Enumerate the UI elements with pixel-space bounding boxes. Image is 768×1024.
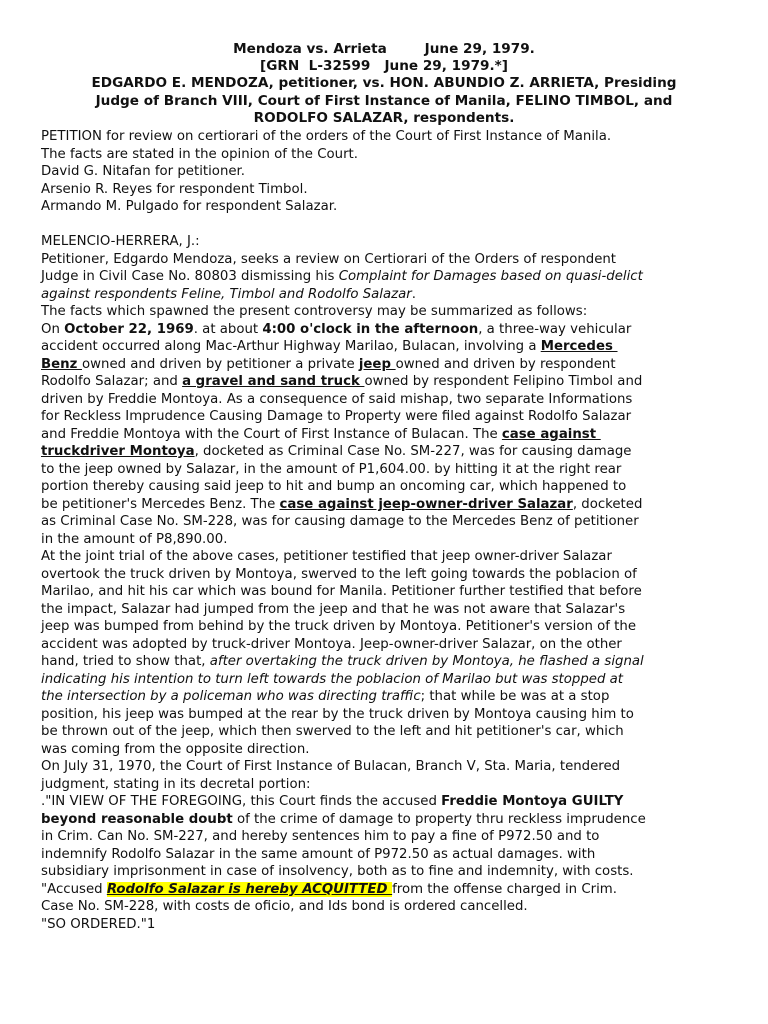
body-line: portion thereby causing said jeep to hit and bump an oncoming car, which happened to bbox=[41, 479, 627, 494]
intro-counsel-timbol: Arsenio R. Reyes for respondent Timbol. bbox=[41, 182, 308, 197]
body-line: Marilao, and hit his car which was bound for Manila. Petitioner further testified that before bbox=[41, 584, 642, 599]
text-run: "Accused bbox=[41, 882, 107, 897]
underlined-case: case against bbox=[501, 427, 601, 442]
parties-line-1: EDGARDO E. MENDOZA, petitioner, vs. HON. ABUNDIO Z. ARRIETA, Presiding bbox=[91, 75, 677, 91]
body-line: in Crim. Can No. SM-227, and hereby sentences him to pay a fine of P972.50 and to bbox=[41, 829, 600, 844]
text-run: owned by respondent Felipino Timbol and bbox=[364, 374, 643, 389]
body-line bbox=[41, 688, 609, 706]
text-run: ."IN VIEW OF THE FOREGOING, this Court finds the accused bbox=[41, 794, 442, 809]
body-line bbox=[41, 793, 623, 811]
body-line: overtook the truck driven by Montoya, swerved to the left going towards the poblacion of bbox=[41, 567, 637, 582]
body-line bbox=[41, 338, 618, 356]
text-run: , docketed as Criminal Case No. SM-227, was for causing damage bbox=[194, 444, 632, 459]
body-line: as Criminal Case No. SM-228, was for causing damage to the Mercedes Benz of petitioner bbox=[41, 514, 639, 529]
body-line bbox=[41, 268, 643, 286]
case-title: Mendoza vs. Arrieta June 29, 1979. bbox=[233, 41, 535, 57]
body-line bbox=[41, 881, 617, 899]
body-line: "SO ORDERED."1 bbox=[41, 917, 156, 932]
body-line bbox=[41, 356, 616, 374]
body-line bbox=[41, 811, 646, 829]
case-number: [GRN L-32599 June 29, 1979.*] bbox=[260, 58, 508, 74]
underlined-vehicle: a gravel and sand truck bbox=[182, 374, 365, 389]
text-run: . bbox=[411, 287, 416, 302]
body-line: was coming from the opposite direction. bbox=[41, 742, 310, 757]
body-line: Case No. SM-228, with costs de oficio, and Ids bond is ordered cancelled. bbox=[41, 899, 528, 914]
italic-text: the intersection by a policeman who was directing traffic bbox=[41, 689, 421, 704]
body-line: Petitioner, Edgardo Mendoza, seeks a review on Certiorari of the Orders of respondent bbox=[41, 252, 617, 267]
underlined-vehicle: Mercedes bbox=[540, 339, 618, 354]
body-line bbox=[41, 373, 642, 391]
text-run: owned and driven by petitioner a private bbox=[82, 357, 359, 372]
body-line bbox=[41, 426, 601, 444]
bold-verdict: Freddie Montoya GUILTY bbox=[441, 794, 624, 809]
body-line bbox=[41, 653, 644, 671]
text-run: hand, tried to show that, bbox=[41, 654, 210, 669]
body-line: for Reckless Imprudence Causing Damage to Property were filed against Rodolfo Salazar bbox=[41, 409, 632, 424]
text-run: owned and driven by respondent bbox=[395, 357, 616, 372]
body-line bbox=[41, 286, 416, 304]
text-run: from the offense charged in Crim. bbox=[392, 882, 617, 897]
intro-facts: The facts are stated in the opinion of the Court. bbox=[41, 147, 358, 162]
italic-text: after overtaking the truck driven by Montoya, he flashed a signal bbox=[209, 654, 644, 669]
text-run: . at about bbox=[193, 322, 263, 337]
underlined-vehicle: Benz bbox=[41, 357, 82, 372]
body-line: indicating his intention to turn left towards the poblacion of Marilao but was stopped at bbox=[41, 672, 623, 687]
italic-text: against respondents Feline, Timbol and Rodolfo Salazar bbox=[41, 287, 412, 302]
parties-line-2: Judge of Branch VIII, Court of First Instance of Manila, FELINO TIMBOL, and bbox=[95, 93, 673, 109]
italic-text: Complaint for Damages based on quasi-delict bbox=[338, 269, 643, 284]
body-line: judgment, stating in its decretal portion: bbox=[41, 777, 311, 792]
highlighted-acquittal: Rodolfo Salazar is hereby ACQUITTED bbox=[106, 882, 393, 897]
body-line: The facts which spawned the present controversy may be summarized as follows: bbox=[41, 304, 588, 319]
text-run: of the crime of damage to property thru reckless imprudence bbox=[232, 812, 646, 827]
underlined-vehicle: jeep bbox=[358, 357, 396, 372]
body-line: At the joint trial of the above cases, petitioner testified that jeep owner-driver Salazar bbox=[41, 549, 612, 564]
bold-verdict: beyond reasonable doubt bbox=[41, 812, 233, 827]
intro-counsel-petitioner: David G. Nitafan for petitioner. bbox=[41, 164, 246, 179]
text-run: On bbox=[41, 322, 65, 337]
body-line bbox=[41, 496, 642, 514]
ponente: MELENCIO-HERRERA, J.: bbox=[41, 234, 200, 249]
text-run: accident occurred along Mac-Arthur Highway Marilao, Bulacan, involving a bbox=[41, 339, 541, 354]
bold-time: 4:00 o'clock in the afternoon bbox=[262, 322, 479, 337]
body-line: be thrown out of the jeep, which then swerved to the left and hit petitioner's car, which bbox=[41, 724, 624, 739]
text-run: be petitioner's Mercedes Benz. The bbox=[41, 497, 280, 512]
text-run: ; that while be was at a stop bbox=[420, 689, 610, 704]
body-line bbox=[41, 443, 632, 461]
body-line: On July 31, 1970, the Court of First Instance of Bulacan, Branch V, Sta. Maria, tendered bbox=[41, 759, 621, 774]
body-line: jeep was bumped from behind by the truck driven by Montoya. Petitioner's version of the bbox=[41, 619, 636, 634]
underlined-case: truckdriver Montoya bbox=[41, 444, 195, 459]
body-line: the impact, Salazar had jumped from the jeep and that he was not aware that Salazar's bbox=[41, 602, 626, 617]
text-run: Judge in Civil Case No. 80803 dismissing his bbox=[41, 269, 339, 284]
bold-date: October 22, 1969 bbox=[64, 322, 194, 337]
text-run: and Freddie Montoya with the Court of First Instance of Bulacan. The bbox=[41, 427, 502, 442]
body-line: indemnify Rodolfo Salazar in the same amount of P972.50 as actual damages. with bbox=[41, 847, 596, 862]
underlined-case: case against jeep-owner-driver Salazar bbox=[279, 497, 573, 512]
body-line: position, his jeep was bumped at the rear by the truck driven by Montoya causing him to bbox=[41, 707, 634, 722]
body-line bbox=[41, 321, 631, 339]
intro-counsel-salazar: Armando M. Pulgado for respondent Salazar. bbox=[41, 199, 338, 214]
body-line: driven by Freddie Montoya. As a consequence of said mishap, two separate Informations bbox=[41, 392, 633, 407]
parties-line-3: RODOLFO SALAZAR, respondents. bbox=[253, 110, 515, 126]
body-line: accident was adopted by truck-driver Montoya. Jeep-owner-driver Salazar, on the other bbox=[41, 637, 622, 652]
body-line: to the jeep owned by Salazar, in the amount of P1,604.00. by hitting it at the right rear bbox=[41, 462, 622, 477]
body-line: subsidiary imprisonment in case of insolvency, both as to fine and indemnity, with costs. bbox=[41, 864, 634, 879]
text-run: Rodolfo Salazar; and bbox=[41, 374, 183, 389]
intro-petition: PETITION for review on certiorari of the orders of the Court of First Instance of Manila. bbox=[41, 129, 612, 144]
text-run: , docketed bbox=[572, 497, 643, 512]
text-run: , a three-way vehicular bbox=[478, 322, 632, 337]
body-line: in the amount of P8,890.00. bbox=[41, 532, 228, 547]
